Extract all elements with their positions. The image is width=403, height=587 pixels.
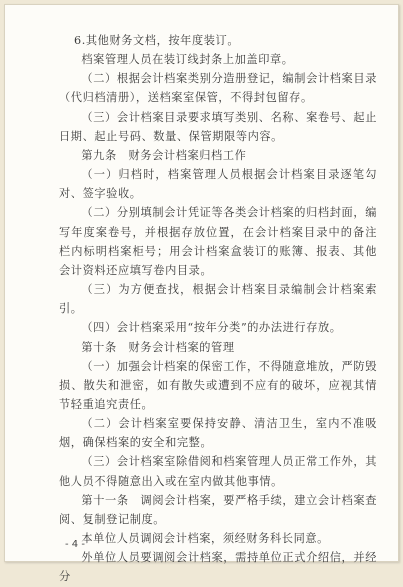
paragraph-15: 本单位人员调阅会计档案，须经财务科长同意。 — [81, 532, 329, 546]
paragraph-6: （一）归档时，档案管理人员根据会计档案目录逐笔勾对、签字验收。 — [59, 168, 377, 201]
paragraph-3: （二）根据会计档案类别分造册登记，编制会计档案目录（代归档清册），送档案室保管，不得封包留存。 — [59, 72, 377, 105]
paragraph-11: （一）加强会计档案的保密工作，不得随意堆放，严防毁损、散失和泄密，如有散失或遭到不应有的破坏，应视其情节轻重追究责任。 — [59, 359, 377, 411]
page-number: - 4 - — [65, 539, 85, 550]
paragraph-8: （三）为方便查找，根据会计档案目录编制会计档案索引。 — [59, 283, 377, 316]
section-heading-article-9: 第九条 财务会计档案归档工作 — [81, 148, 247, 162]
paragraph-9: （四）会计档案采用“按年分类”的办法进行存放。 — [81, 321, 342, 335]
document-page — [4, 4, 399, 584]
paragraph-12: （二）会计档案室要保持安静、清洁卫生，室内不准吸烟，确保档案的安全和完整。 — [59, 417, 377, 450]
section-heading-article-11: 第十一条 调阅会计档案，要严格手续，建立会计档案查阅、复制登记制度。 — [59, 493, 377, 526]
paragraph-4: （三）会计档案目录要求填写类别、名称、案卷号、起止日期、起止号码、数量、保管期限等内容。 — [59, 110, 377, 143]
paragraph-2: 档案管理人员在装订线封条上加盖印章。 — [81, 53, 294, 67]
paragraph-13: （三）会计档案室除借阅和档案管理人员正常工作外，其他人员不得随意出入或在室内做其他事情。 — [59, 455, 377, 488]
document-body — [59, 31, 377, 587]
paragraph-7: （二）分别填制会计凭证等各类会计档案的归档封面，编写年度案卷号，并根据存放位置，在会计档案目录中的备注栏内标明档案柜号；用会计档案盒装订的账簿、报表、其他会计资料还应填写卷内目录。 — [59, 206, 377, 277]
paragraph-1: 6.其他财务文档，按年度装订。 — [74, 34, 240, 47]
section-heading-article-10: 第十条 财务会计档案的管理 — [81, 340, 235, 354]
paragraph-16: 外单位人员要调阅会计档案，需持单位正式介绍信，并经分 — [59, 551, 377, 584]
